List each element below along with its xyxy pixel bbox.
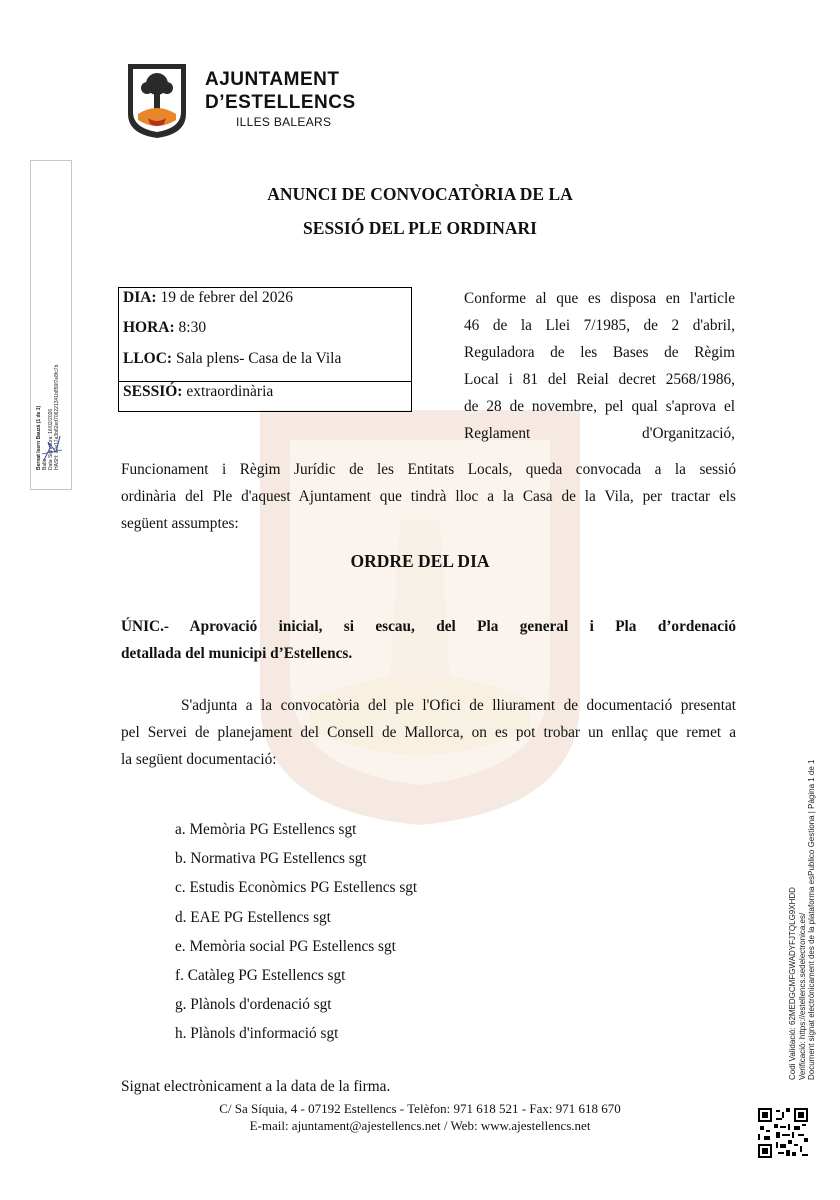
info-divider <box>119 381 411 382</box>
handwritten-signature-icon <box>40 430 64 464</box>
qr-code-icon[interactable] <box>758 1108 808 1158</box>
list-item: d. EAE PG Estellencs sgt <box>175 908 331 926</box>
intro-right-column: Conforme al que es disposa en l'article 46 de la Llei 7/1985, de 2 d'abril, Reguladora de les Bases de Règim Local i 81 del Reial decret 2568/1986, de 28 de novembre, pel qual s'aprova el Reglament d'Organització, <box>464 290 735 442</box>
list-item: e. Memòria social PG Estellencs sgt <box>175 937 396 955</box>
agenda-item-unic: ÚNIC.- Aprovació inicial, si escau, del Pla general i Pla d’ordenació detallada del municipi d’Estellencs. <box>121 618 736 662</box>
title-line-1: ANUNCI DE CONVOCATÒRIA DE LA <box>267 184 573 204</box>
list-item: b. Normativa PG Estellencs sgt <box>175 850 367 868</box>
footer-contact: E-mail: ajuntament@ajestellencs.net / Web: www.ajestellencs.net <box>249 1118 591 1133</box>
org-subtitle: ILLES BALEARS <box>236 115 332 129</box>
attachment-paragraph: S'adjunta a la convocatòria del ple l'Ofici de lliurament de documentació presentat pel Servei de planejament del Consell de Mallorca, on es pot trobar un enllaç que remet a la següent documentació: <box>121 697 736 768</box>
document-list <box>175 815 417 1049</box>
signature-note: Signat electrònicament a la data de la firma. <box>121 1078 391 1095</box>
footer-address: C/ Sa Síquia, 4 - 07192 Estellencs - Telèfon: 971 618 521 - Fax: 971 618 670 <box>219 1101 621 1116</box>
list-item: f. Catàleg PG Estellencs sgt <box>175 966 346 984</box>
list-item: h. Plànols d'informació sgt <box>175 1025 339 1043</box>
verification-text: Codi Validació: 62MEDGCMFGWADYFJTQLG9XHDD Verificació: https://estellencs.sedelectronica.es/ Document signat electrònicament des de la plataforma esPublico Gestiona | Pàgina 1 de 1 <box>788 759 816 1080</box>
intro-paragraph: Funcionament i Règim Jurídic de les Entitats Locals, queda convocada a la sessió ordinària del Ple d'aquest Ajuntament que tindrà lloc a la Casa de la Vila, per tractar els següent assumptes: <box>121 461 736 532</box>
title-line-2: SESSIÓ DEL PLE ORDINARI <box>303 218 537 238</box>
list-item: g. Plànols d'ordenació sgt <box>175 996 332 1014</box>
info-lloc: LLOC: Sala plens- Casa de la Vila <box>123 350 342 367</box>
logo-emblem-icon <box>126 62 188 140</box>
info-sessio: SESSIÓ: extraordinària <box>123 383 274 400</box>
list-item: c. Estudis Econòmics PG Estellencs sgt <box>175 879 418 897</box>
info-dia: DIA: 19 de febrer del 2026 <box>123 289 294 306</box>
signature-stamp-text: Bernat Isern Bauzá (1 de 1) Batle Data Signatura: 16/02/2026 HASH: 37e17a3b82ed706221341b859f7e8fc7b <box>36 364 60 470</box>
session-info-box <box>118 287 412 412</box>
agenda-heading: ORDRE DEL DIA <box>350 551 490 571</box>
list-item: a. Memòria PG Estellencs sgt <box>175 821 357 838</box>
info-hora: HORA: 8:30 <box>123 319 207 336</box>
org-name: AJUNTAMENT D’ESTELLENCS <box>205 69 356 113</box>
